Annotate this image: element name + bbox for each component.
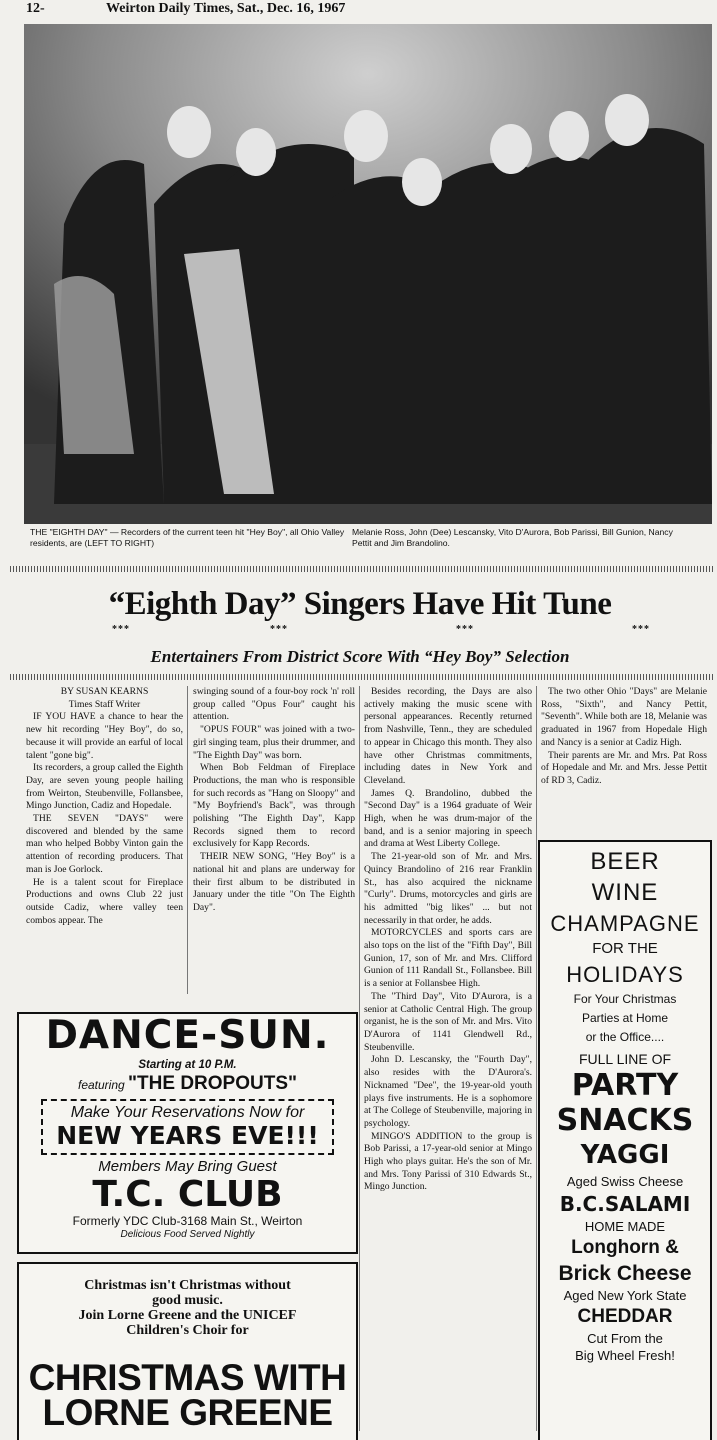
band-photo [24,24,712,524]
paragraph: John D. Lescansky, the "Fourth Day", also resides with the D'Aurora's. Nicknamed "Dee", the 19-year-old youth plays five instruments. He is a sophomore at The College of Steubenville, majoring in psychology. [364,1054,532,1129]
paragraph: The 21-year-old son of Mr. and Mrs. Quincy Brandolino of 216 rear Franklin St., has also acquired the nickname "Curly". Drums, motorcycles and girls are his admitted "big likes" ... but not necessarily in that order, he adds. [364,851,532,926]
paragraph: MOTORCYCLES and sports cars are also tops on the list of the "Fifth Day", Bill Gunion, 17, son of Mr. and Mrs. Clifford Gunion of 111 Randall St., Follansbee. Bill is a senior at Follansbee High. [364,927,532,990]
article-column-3 [364,686,532,1194]
column-divider [536,686,537,1431]
paragraph: THEIR NEW SONG, "Hey Boy" is a national hit and plans are underway for their first album to be distributed in January under the title "On The Eighth Day". [193,851,355,913]
mid-rule [10,674,713,680]
xmas-line: Join Lorne Greene and the UNICEF [78,1308,297,1323]
paragraph: Its recorders, a group called the Eighth Day, are seven young people hailing from Weirton, Steubenville, Follansbee, Mingo Junction, Cadiz and Hopedale. [26,762,183,812]
page-number: 12- [26,1,45,16]
band-photo-image [24,24,712,524]
cheddar-heading: CHEDDAR [577,1306,673,1327]
byline-title: Times Staff Writer [68,698,141,710]
star-ornament: *** [632,624,650,635]
christmas-record-advertisement [17,1262,358,1440]
paragraph: Their parents are Mr. and Mrs. Pat Ross of Hopedale and Mr. and Mrs. Jesse Pettit of RD 3, Cadiz. [541,749,707,786]
byline-name: BY SUSAN KEARNS [60,686,149,697]
full-line: FULL LINE OF [578,1051,672,1067]
article-column-1 [26,686,183,927]
food-note: Delicious Food Served Nightly [120,1229,255,1240]
newspaper-dateline: Weirton Daily Times, Sat., Dec. 16, 1967 [106,1,346,16]
parties-line: For Your Christmas [573,992,677,1006]
star-ornament: *** [112,624,130,635]
party-heading: PARTY [571,1068,679,1103]
wine-heading: WINE [591,879,659,906]
star-ornament: *** [270,624,288,635]
article-column-2 [193,686,355,915]
paragraph: He is a talent scout for Fireplace Productions and owns Club 22 just outside Cadiz, where valley teen combos appear. The [26,876,183,926]
aged-new-york: Aged New York State [563,1288,687,1303]
band-name: "THE DROPOUTS" [128,1073,297,1094]
xmas-line: Christmas isn't Christmas without [84,1278,291,1293]
star-ornament: *** [456,624,474,635]
headline: “Eighth Day” Singers Have Hit Tune [108,586,612,622]
reservation-text: Make Your Reservations Now for [70,1104,305,1121]
paragraph: Besides recording, the Days are also actively making the music scene with personal appearances. Recently returned from Nashville, Tenn., they are scheduled to appear in Chicago this month. They also have other Christmas commitments, including dates in New York and Cleveland. [364,686,532,786]
holidays-heading: HOLIDAYS [566,962,684,987]
article-column-4 [541,686,707,788]
guest-note: Members May Bring Guest [98,1158,277,1175]
parties-line: Parties at Home [581,1011,669,1025]
featuring-label: featuring [77,1078,125,1092]
dance-advertisement [17,1012,358,1254]
club-name: T.C. CLUB [92,1174,283,1215]
xmas-line: good music. [152,1293,223,1308]
column-divider [359,686,360,1431]
featuring-line [19,1073,356,1095]
club-address: Formerly YDC Club-3168 Main St., Weirton [72,1214,303,1228]
paragraph: swinging sound of a four-boy rock 'n' roll group called "Opus Four" caught his attention. [193,686,355,723]
cut-from: Cut From the [587,1331,663,1346]
big-wheel: Big Wheel Fresh! [575,1348,675,1363]
beer-wine-advertisement [538,840,712,1440]
photo-caption-right: Melanie Ross, John (Dee) Lescansky, Vito D'Aurora, Bob Parissi, Bill Gunion, Nancy Pettit and Jim Brandolino. [352,527,673,548]
top-rule [10,566,713,572]
subheadline: Entertainers From District Score With “Hey Boy” Selection [150,647,570,666]
dance-title: DANCE-SUN. [45,1013,330,1058]
for-the: FOR THE [592,940,658,957]
photo-caption-left: THE "EIGHTH DAY" — Recorders of the current teen hit "Hey Boy", all Ohio Valley residents, are (LEFT TO RIGHT) [30,527,345,548]
brick-cheese-heading: Brick Cheese [558,1262,692,1285]
home-made: HOME MADE [584,1219,666,1234]
paragraph: THE SEVEN "DAYS" were discovered and blended by the same man who helped Bobby Vinton gain the attention of recording producers. That man is Joe Gorlock. [26,813,183,875]
paragraph: The "Third Day", Vito D'Aurora, is a senior at Catholic Central High. The group organist, he is the son of Mr. and Mrs. Vito D'Aurora of 1141 Glendwell Rd., Steubenville. [364,990,532,1053]
yaggi-heading: YAGGI [580,1140,670,1170]
xmas-title-line-1: CHRISTMAS WITH [28,1357,347,1398]
parties-line: or the Office.... [585,1030,665,1044]
xmas-line: Children's Choir for [126,1323,249,1338]
reservation-box [41,1099,334,1155]
champagne-heading: CHAMPAGNE [550,911,700,936]
paragraph: The two other Ohio "Days" are Melanie Ross, "Sixth", and Nancy Pettit, "Seventh". While both are 18, Melanie was graduated in 1967 from Hopedale High and Nancy is a senior at Cadiz High. [541,686,707,748]
xmas-title-line-2: LORNE GREENE [42,1392,333,1433]
start-time: Starting at 10 P.M. [138,1059,237,1071]
column-divider [187,686,188,994]
new-years-eve: NEW YEARS EVE!!! [56,1121,319,1150]
longhorn-heading: Longhorn & [571,1237,679,1258]
beer-heading: BEER [590,848,660,875]
page-header [0,0,717,22]
paragraph: IF YOU HAVE a chance to hear the new hit recording "Hey Boy", do so, because it will provide an earful of local talent "gone big". [26,711,183,761]
paragraph: "OPUS FOUR" was joined with a two-girl singing team, plus their drummer, and "The Eighth Day" was born. [193,724,355,761]
paragraph: MINGO'S ADDITION to the group is Bob Parissi, a 17-year-old senior at Mingo High who plays guitar. He's the son of Mr. and Mrs. Tony Parissi of 310 Edwards St., Mingo Junction. [364,1130,532,1193]
aged-swiss: Aged Swiss Cheese [566,1174,684,1189]
salami-heading: B.C.SALAMI [559,1192,691,1216]
paragraph: James Q. Brandolino, dubbed the "Second Day" is a 1964 graduate of Weir High, when he was drum-major of the band, and is a senior majoring in speech and drama at West Liberty College. [364,787,532,850]
paragraph: When Bob Feldman of Fireplace Productions, the man who is responsible for such records as "Hang on Sloopy" and "My Boyfriend's Back", was through polishing "The Eighth Day", Kapp Records signed them to record exclusively for Kapp Records. [193,762,355,850]
snacks-heading: SNACKS [556,1103,694,1138]
